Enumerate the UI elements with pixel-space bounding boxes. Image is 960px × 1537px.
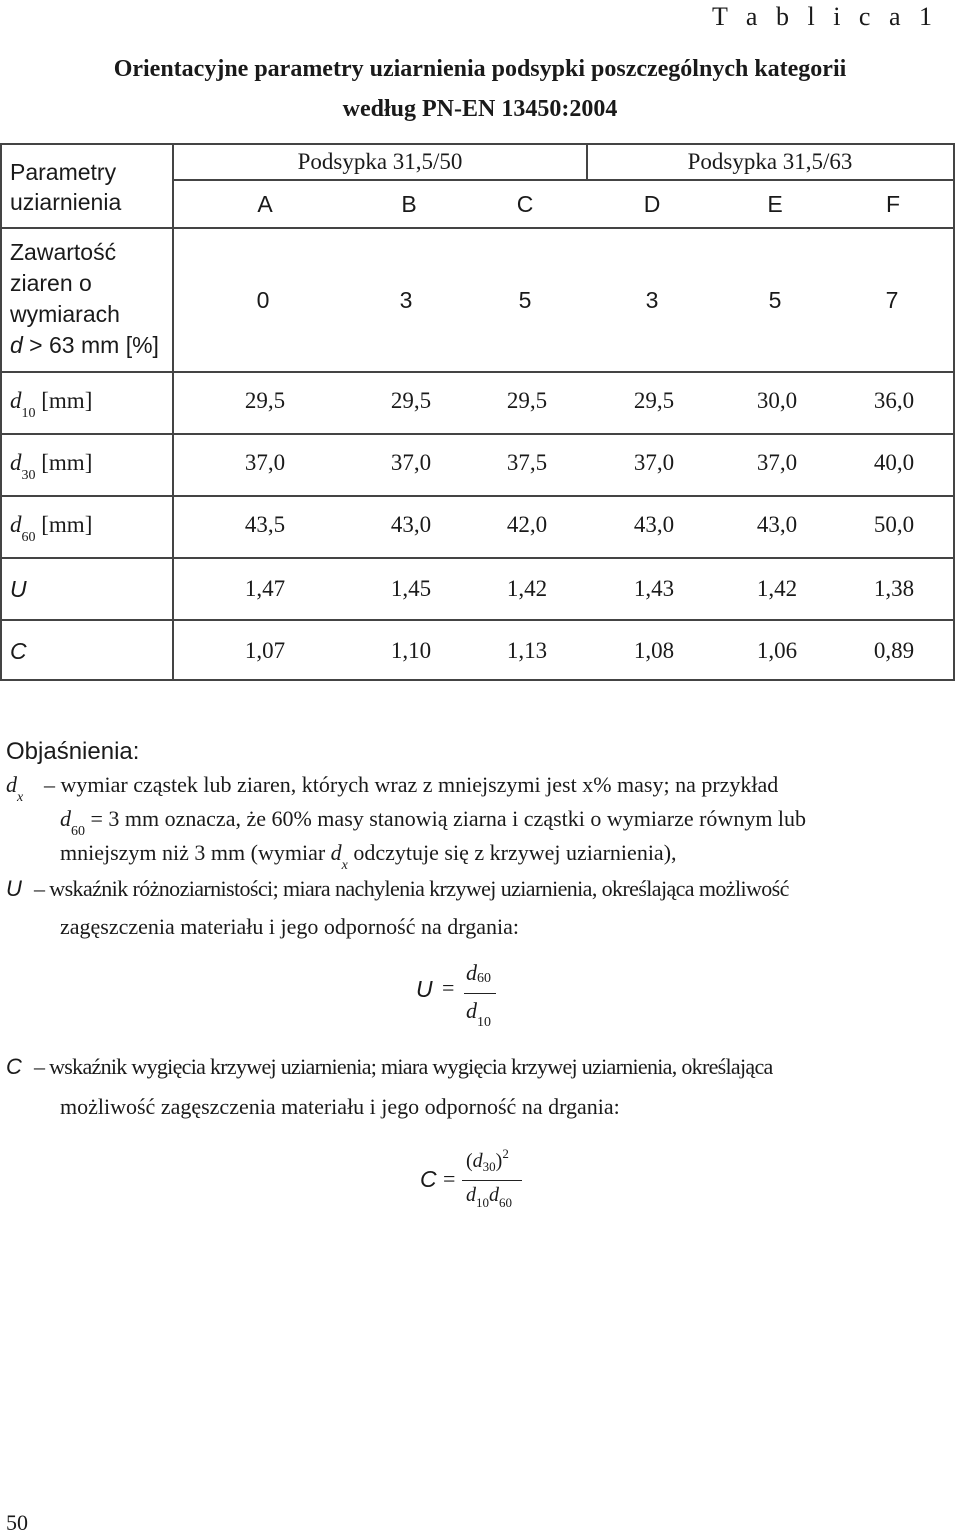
table-cell: 43,5 [244,512,286,537]
row-label-d60: $d_{60}$ [mm] [10,512,93,545]
formula-u-equals: = [442,975,455,1000]
table-cell: 29,5 [506,388,548,413]
formula-c-numerator: $(d_{30})^2$ [466,1146,509,1174]
formula-u-denominator: $d_{10}$ [466,998,491,1030]
row-label-d10: $d_{10}$ [mm] [10,388,93,421]
table-cell: 1,13 [506,638,548,663]
table-cell: 37,5 [506,450,548,475]
table-cell: 43,0 [633,512,675,537]
content-value: 5 [768,287,782,313]
formula-c-equals: = [443,1166,456,1191]
row-divider [2,433,953,435]
page-number: 50 [6,1510,28,1535]
row-label-d30: $d_{30}$ [mm] [10,450,93,483]
note-u-line-2: zagęszczenia materiału i jego odporność na drgania: [60,914,519,939]
note-u-symbol: U [6,876,22,901]
table-cell: 29,5 [390,388,432,413]
note-dx-line-3: mniejszym niż 3 mm (wymiar $d_x$ odczytuje się z krzywej uziarnienia), [60,840,677,873]
param-header-line-1: Parametry [10,159,117,185]
content-value: 7 [885,287,899,313]
content-value: 3 [645,287,659,313]
content-label-line-4: d > 63 mm [%] [10,332,159,358]
table-cell: 29,5 [244,388,286,413]
category-c: C [516,191,534,217]
table-cell: 37,0 [390,450,432,475]
param-header-line-2: uziarnienia [10,189,122,215]
notes-heading: Objaśnienia: [6,738,140,765]
row-divider [2,557,953,559]
group-divider [586,145,588,179]
formula-c-fraction-bar [462,1180,522,1181]
table-cell: 1,42 [756,576,798,601]
grain-parameters-table [0,143,955,681]
category-d: D [643,191,661,217]
content-label-line-3: wymiarach [10,301,120,327]
note-c-line-1: – wskaźnik wygięcia krzywej uziarnienia; miara wygięcia krzywej uziarnienia, określająca [34,1054,773,1079]
note-dx-symbol: $d_x$ [6,772,24,805]
content-label-line-2: ziaren o [10,270,92,296]
table-cell: 1,47 [244,576,286,601]
group-header-31-5-63: Podsypka 31,5/63 [687,149,853,174]
table-cell: 43,0 [756,512,798,537]
table-cell: 0,89 [873,638,915,663]
table-cell: 42,0 [506,512,548,537]
table-cell: 37,0 [756,450,798,475]
formula-u-lhs: U [416,976,433,1002]
table-cell: 37,0 [633,450,675,475]
content-value: 5 [518,287,532,313]
row-divider [2,371,953,373]
table-cell: 29,5 [633,388,675,413]
note-dx-line-1: – wymiar cząstek lub ziaren, których wraz z mniejszymi jest x% masy; na przykład [44,772,779,797]
table-cell: 37,0 [244,450,286,475]
formula-u-numerator: d60 [466,960,491,986]
column-divider [172,145,174,679]
note-dx-line-2: $d_{60} = 3$ mm oznacza, że 60% masy stanowią ziarna i cząstki o wymiarze równym lub [60,806,807,839]
table-title-line-2: według PN-EN 13450:2004 [342,96,618,122]
table-cell: 1,45 [390,576,432,601]
row-divider [2,619,953,621]
table-cell: 36,0 [873,388,915,413]
table-cell: 1,38 [873,576,915,601]
formula-c-denominator: $d_{10}d_{60}$ [466,1184,512,1210]
row-label-c: C [10,638,27,664]
table-cell: 1,10 [390,638,432,663]
category-f: F [885,191,901,217]
table-cell: 1,42 [506,576,548,601]
formula-u-fraction-bar [464,993,496,994]
table-title-line-1: Orientacyjne parametry uziarnienia podsypki poszczególnych kategorii [113,56,847,82]
table-cell: 43,0 [390,512,432,537]
table-cell: 40,0 [873,450,915,475]
category-e: E [767,191,783,217]
category-a: A [257,191,273,217]
formula-c-lhs: C [420,1166,437,1192]
content-value: 3 [399,287,413,313]
table-cell: 50,0 [873,512,915,537]
row-divider [2,495,953,497]
note-u-line-1: – wskaźnik różnoziarnistości; miara nachylenia krzywej uziarnienia, określająca możliwość [34,876,789,901]
header-divider [2,227,953,229]
category-b: B [401,191,417,217]
table-cell: 1,07 [244,638,286,663]
note-c-line-2: możliwość zagęszczenia materiału i jego odporność na drgania: [60,1094,620,1119]
content-value: 0 [256,287,270,313]
table-cell: 1,06 [756,638,798,663]
table-cell: 30,0 [756,388,798,413]
table-cell: 1,08 [633,638,675,663]
content-label-line-1: Zawartość [10,239,117,265]
table-number-label: T a b l i c a 1 [712,2,938,31]
row-label-u: U [10,576,27,602]
group-header-divider [174,179,953,181]
note-c-symbol: C [6,1054,22,1079]
group-header-31-5-50: Podsypka 31,5/50 [297,149,463,174]
table-cell: 1,43 [633,576,675,601]
